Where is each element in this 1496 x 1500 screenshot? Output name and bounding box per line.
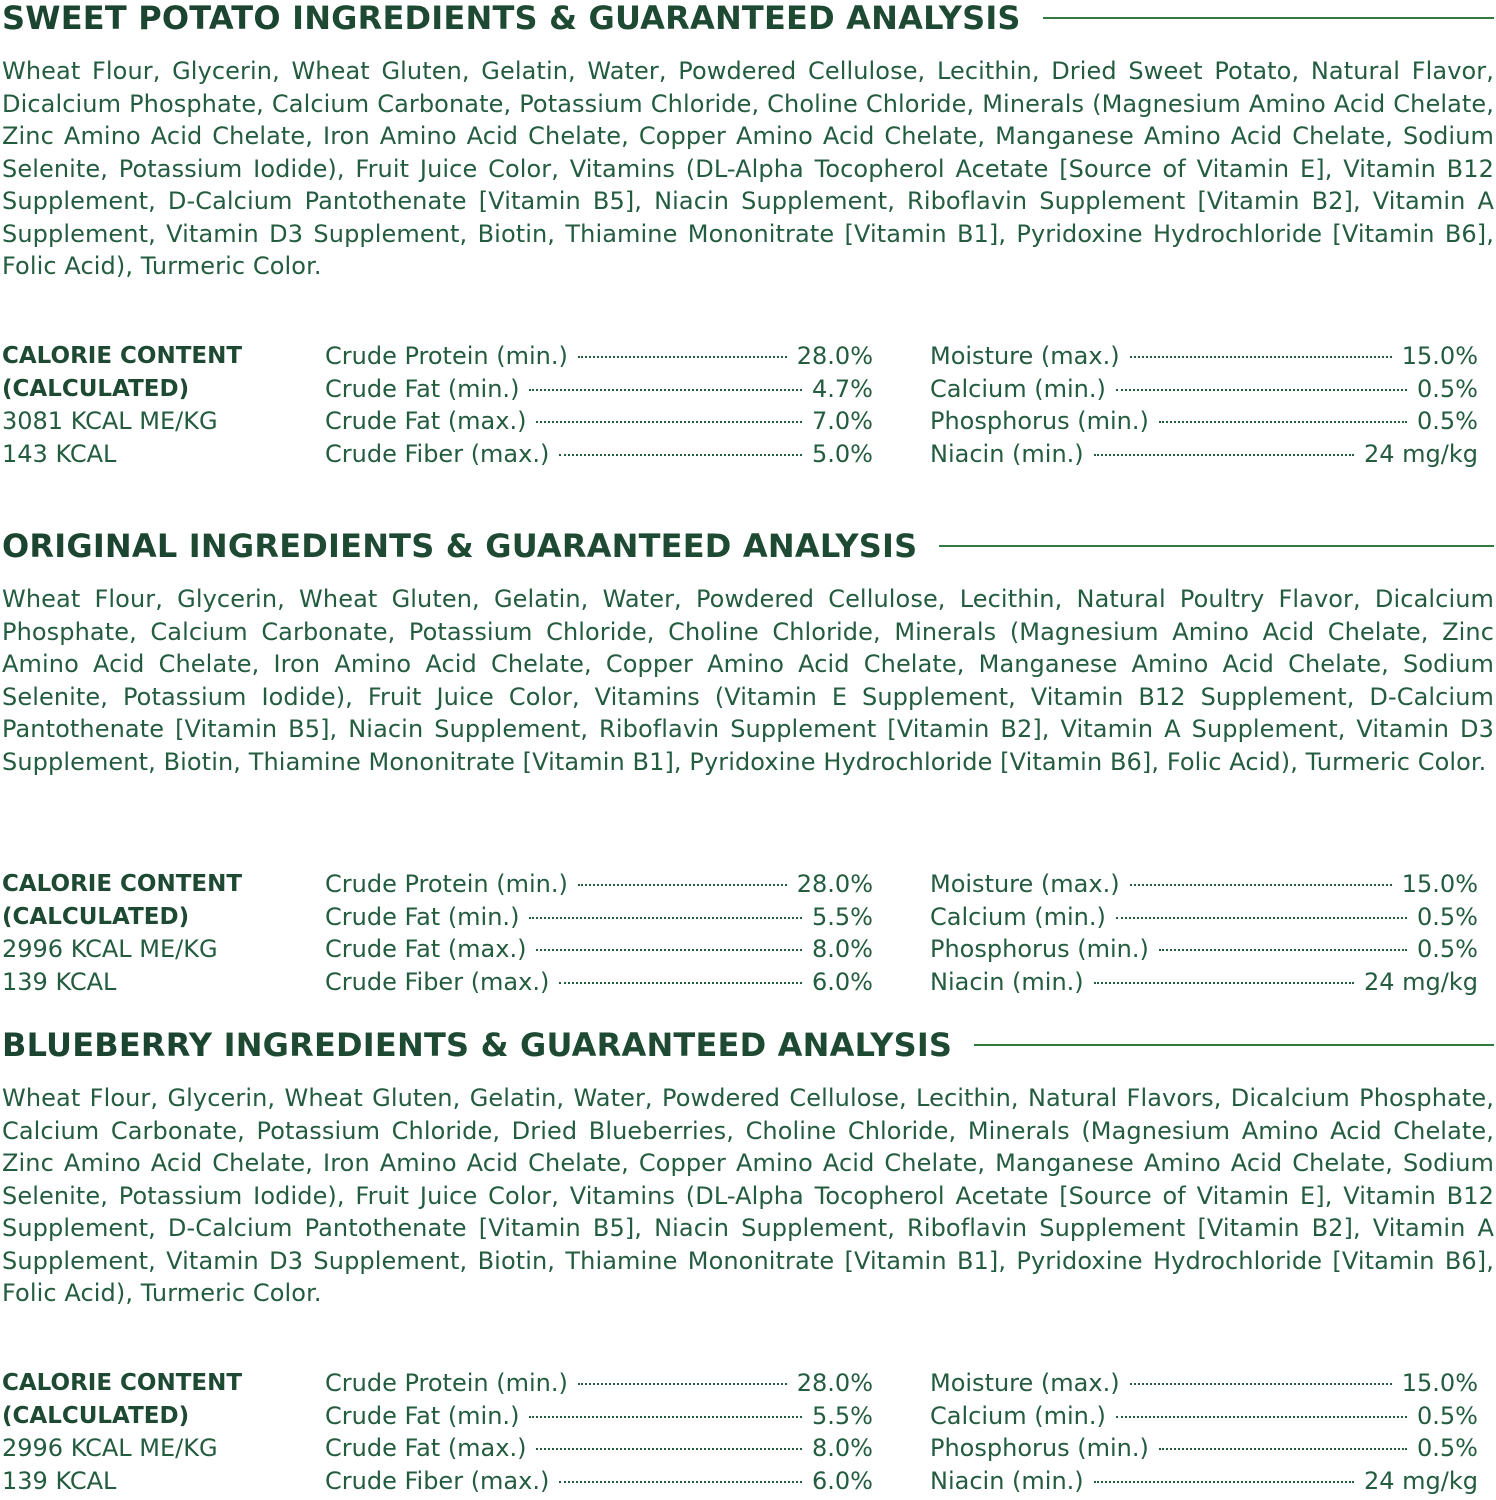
analysis-label: Crude Protein (min.) bbox=[325, 870, 568, 898]
dot-leader bbox=[559, 454, 802, 456]
dot-leader bbox=[1130, 884, 1392, 886]
analysis-label: Crude Fiber (max.) bbox=[325, 967, 550, 996]
calorie-content bbox=[2, 340, 302, 470]
analysis-label: Phosphorus (min.) bbox=[930, 1434, 1149, 1462]
analysis-value: 0.5% bbox=[1417, 1434, 1478, 1462]
analysis-row bbox=[325, 438, 873, 471]
calorie-kcal-kg: 3081 KCAL ME/KG bbox=[2, 407, 218, 435]
analysis-column-left bbox=[325, 868, 873, 998]
analysis-row bbox=[930, 901, 1478, 934]
calorie-kcal: 143 KCAL bbox=[2, 439, 117, 468]
section-heading-row bbox=[2, 526, 1494, 566]
calorie-subtitle: (CALCULATED) bbox=[2, 1402, 190, 1429]
calorie-title: CALORIE CONTENT bbox=[2, 343, 243, 369]
analysis-row bbox=[325, 1367, 873, 1400]
analysis-row bbox=[930, 340, 1478, 373]
analysis-row bbox=[930, 1400, 1478, 1433]
heading-rule bbox=[974, 1044, 1494, 1046]
dot-leader bbox=[529, 1416, 802, 1418]
analysis-value: 15.0% bbox=[1401, 1369, 1478, 1397]
analysis-label: Crude Fat (min.) bbox=[325, 374, 520, 403]
analysis-value: 0.5% bbox=[1417, 374, 1478, 403]
analysis-row bbox=[930, 868, 1478, 901]
dot-leader bbox=[1159, 1448, 1407, 1450]
analysis-value: 28.0% bbox=[796, 342, 873, 370]
analysis-value: 6.0% bbox=[812, 967, 873, 996]
analysis-column-left bbox=[325, 340, 873, 470]
dot-leader bbox=[1159, 421, 1407, 423]
analysis-row bbox=[325, 868, 873, 901]
analysis-label: Moisture (max.) bbox=[930, 870, 1120, 898]
analysis-label: Calcium (min.) bbox=[930, 902, 1106, 931]
analysis-block-sweet-potato bbox=[2, 340, 1494, 470]
analysis-value: 4.7% bbox=[812, 374, 873, 403]
analysis-column-right bbox=[930, 1367, 1478, 1497]
dot-leader bbox=[1116, 389, 1407, 391]
analysis-value: 28.0% bbox=[796, 1369, 873, 1397]
analysis-column-right bbox=[930, 340, 1478, 470]
analysis-block-blueberry bbox=[2, 1367, 1494, 1497]
analysis-value: 6.0% bbox=[812, 1466, 873, 1495]
heading-rest: INGREDIENTS & GUARANTEED ANALYSIS bbox=[212, 1026, 953, 1064]
calorie-kcal: 139 KCAL bbox=[2, 967, 117, 996]
analysis-row bbox=[325, 340, 873, 373]
analysis-row bbox=[325, 1432, 873, 1465]
analysis-label: Crude Fat (min.) bbox=[325, 902, 520, 931]
analysis-label: Crude Fiber (max.) bbox=[325, 439, 550, 468]
calorie-title: CALORIE CONTENT bbox=[2, 871, 243, 897]
analysis-label: Crude Protein (min.) bbox=[325, 1369, 568, 1397]
dot-leader bbox=[1130, 1383, 1392, 1385]
dot-leader bbox=[1094, 454, 1354, 456]
analysis-value: 24 mg/kg bbox=[1364, 1466, 1478, 1495]
analysis-value: 0.5% bbox=[1417, 407, 1478, 435]
analysis-label: Crude Fat (max.) bbox=[325, 407, 527, 435]
analysis-label: Niacin (min.) bbox=[930, 1466, 1084, 1495]
dot-leader bbox=[536, 949, 802, 951]
analysis-row bbox=[325, 966, 873, 999]
analysis-row bbox=[930, 933, 1478, 966]
analysis-value: 5.0% bbox=[812, 439, 873, 468]
dot-leader bbox=[578, 1383, 787, 1385]
analysis-label: Phosphorus (min.) bbox=[930, 407, 1149, 435]
calorie-title: CALORIE CONTENT bbox=[2, 1370, 243, 1396]
analysis-label: Crude Fat (max.) bbox=[325, 1434, 527, 1462]
analysis-label: Crude Fat (min.) bbox=[325, 1401, 520, 1430]
dot-leader bbox=[1094, 1481, 1354, 1483]
analysis-row bbox=[325, 1400, 873, 1433]
dot-leader bbox=[1130, 356, 1392, 358]
analysis-value: 15.0% bbox=[1401, 342, 1478, 370]
analysis-label: Crude Fiber (max.) bbox=[325, 1466, 550, 1495]
section-heading bbox=[2, 1025, 952, 1065]
analysis-block-original bbox=[2, 868, 1494, 998]
section-blueberry bbox=[2, 1025, 1494, 1310]
analysis-value: 8.0% bbox=[812, 935, 873, 963]
analysis-row bbox=[325, 405, 873, 438]
analysis-row bbox=[930, 1367, 1478, 1400]
analysis-label: Crude Fat (max.) bbox=[325, 935, 527, 963]
analysis-value: 7.0% bbox=[812, 407, 873, 435]
analysis-value: 15.0% bbox=[1401, 870, 1478, 898]
analysis-value: 8.0% bbox=[812, 1434, 873, 1462]
analysis-value: 24 mg/kg bbox=[1364, 439, 1478, 468]
analysis-value: 0.5% bbox=[1417, 1401, 1478, 1430]
dot-leader bbox=[536, 1448, 802, 1450]
analysis-label: Phosphorus (min.) bbox=[930, 935, 1149, 963]
analysis-value: 28.0% bbox=[796, 870, 873, 898]
analysis-value: 5.5% bbox=[812, 1401, 873, 1430]
analysis-label: Crude Protein (min.) bbox=[325, 342, 568, 370]
analysis-row bbox=[325, 373, 873, 406]
analysis-label: Moisture (max.) bbox=[930, 342, 1120, 370]
section-original bbox=[2, 526, 1494, 778]
analysis-label: Niacin (min.) bbox=[930, 439, 1084, 468]
analysis-row bbox=[325, 901, 873, 934]
ingredients-text: Wheat Flour, Glycerin, Wheat Gluten, Gelatin, Water, Powdered Cellulose, Lecithin, Dried Sweet Potato, Natural Flavor, Dicalcium Phosphate, Calcium Carbonate, Potassium Chloride, Choline Chloride, Minerals (Magnesium Amino Acid Chelate, Zinc Amino Acid Chelate, Iron Amino Acid Chelate, Copper Amino Acid Chelate, Manganese Amino Acid Chelate, Sodium Selenite, Potassium Iodide), Fruit Juice Color, Vitamins (DL-Alpha Tocopherol Acetate [Source of Vitamin E], Vitamin B12 Supplement, D-Calcium Pantothenate [Vitamin B5], Niacin Supplement, Riboflavin Supplement [Vitamin B2], Vitamin A Supplement, Vitamin D3 Supplement, Biotin, Thiamine Mononitrate [Vitamin B1], Pyridoxine Hydrochloride [Vitamin B6], Folic Acid), Turmeric Color. bbox=[2, 57, 1494, 280]
dot-leader bbox=[578, 356, 787, 358]
analysis-row bbox=[930, 1432, 1478, 1465]
analysis-label: Calcium (min.) bbox=[930, 374, 1106, 403]
dot-leader bbox=[1116, 917, 1407, 919]
heading-rest: INGREDIENTS & GUARANTEED ANALYSIS bbox=[177, 527, 918, 565]
ingredients-text: Wheat Flour, Glycerin, Wheat Gluten, Gelatin, Water, Powdered Cellulose, Lecithin, Natural Flavors, Dicalcium Phosphate, Calcium Carbonate, Potassium Chloride, Dried Blueberries, Choline Chloride, Minerals (Magnesium Amino Acid Chelate, Zinc Amino Acid Chelate, Iron Amino Acid Chelate, Copper Amino Acid Chelate, Manganese Amino Acid Chelate, Sodium Selenite, Potassium Iodide), Fruit Juice Color, Vitamins (DL-Alpha Tocopherol Acetate [Source of Vitamin E], Vitamin B12 Supplement, D-Calcium Pantothenate [Vitamin B5], Niacin Supplement, Riboflavin Supplement [Vitamin B2], Vitamin A Supplement, Vitamin D3 Supplement, Biotin, Thiamine Mononitrate [Vitamin B1], Pyridoxine Hydrochloride [Vitamin B6], Folic Acid), Turmeric Color. bbox=[2, 1084, 1494, 1307]
analysis-label: Calcium (min.) bbox=[930, 1401, 1106, 1430]
flavor-name: SWEET POTATO bbox=[2, 0, 281, 37]
calorie-content bbox=[2, 1367, 302, 1497]
dot-leader bbox=[559, 982, 802, 984]
analysis-row bbox=[930, 405, 1478, 438]
section-heading bbox=[2, 526, 917, 566]
analysis-label: Niacin (min.) bbox=[930, 967, 1084, 996]
analysis-value: 24 mg/kg bbox=[1364, 967, 1478, 996]
heading-rule bbox=[1043, 17, 1494, 19]
analysis-label: Moisture (max.) bbox=[930, 1369, 1120, 1397]
calorie-subtitle: (CALCULATED) bbox=[2, 903, 190, 930]
section-sweet-potato bbox=[2, 0, 1494, 283]
analysis-row bbox=[930, 373, 1478, 406]
ingredients-text: Wheat Flour, Glycerin, Wheat Gluten, Gelatin, Water, Powdered Cellulose, Lecithin, Natural Poultry Flavor, Dicalcium Phosphate, Calcium Carbonate, Potassium Chloride, Choline Chloride, Minerals (Magnesium Amino Acid Chelate, Zinc Amino Acid Chelate, Iron Amino Acid Chelate, Copper Amino Acid Chelate, Manganese Amino Acid Chelate, Sodium Selenite, Potassium Iodide), Fruit Juice Color, Vitamins (Vitamin E Supplement, Vitamin B12 Supplement, D-Calcium Pantothenate [Vitamin B5], Niacin Supplement, Riboflavin Supplement [Vitamin B2], Vitamin A Supplement, Vitamin D3 Supplement, Biotin, Thiamine Mononitrate [Vitamin B1], Pyridoxine Hydrochloride [Vitamin B6], Folic Acid), Turmeric Color. bbox=[2, 585, 1494, 776]
calorie-kcal-kg: 2996 KCAL ME/KG bbox=[2, 1434, 218, 1462]
flavor-name: BLUEBERRY bbox=[2, 1026, 213, 1064]
analysis-row bbox=[930, 438, 1478, 471]
dot-leader bbox=[536, 421, 802, 423]
section-heading-row bbox=[2, 1025, 1494, 1065]
dot-leader bbox=[529, 917, 802, 919]
flavor-name: ORIGINAL bbox=[2, 527, 178, 565]
analysis-row bbox=[930, 966, 1478, 999]
section-heading bbox=[2, 0, 1021, 38]
heading-rest: INGREDIENTS & GUARANTEED ANALYSIS bbox=[280, 0, 1021, 37]
analysis-row bbox=[930, 1465, 1478, 1498]
analysis-column-left bbox=[325, 1367, 873, 1497]
analysis-value: 5.5% bbox=[812, 902, 873, 931]
calorie-subtitle: (CALCULATED) bbox=[2, 375, 190, 402]
calorie-kcal: 139 KCAL bbox=[2, 1466, 117, 1495]
analysis-row bbox=[325, 1465, 873, 1498]
section-heading-row bbox=[2, 0, 1494, 38]
dot-leader bbox=[1094, 982, 1354, 984]
dot-leader bbox=[578, 884, 787, 886]
dot-leader bbox=[559, 1481, 802, 1483]
heading-rule bbox=[939, 545, 1494, 547]
dot-leader bbox=[529, 389, 802, 391]
analysis-value: 0.5% bbox=[1417, 935, 1478, 963]
calorie-content bbox=[2, 868, 302, 998]
calorie-kcal-kg: 2996 KCAL ME/KG bbox=[2, 935, 218, 963]
dot-leader bbox=[1116, 1416, 1407, 1418]
analysis-column-right bbox=[930, 868, 1478, 998]
analysis-row bbox=[325, 933, 873, 966]
analysis-value: 0.5% bbox=[1417, 902, 1478, 931]
dot-leader bbox=[1159, 949, 1407, 951]
